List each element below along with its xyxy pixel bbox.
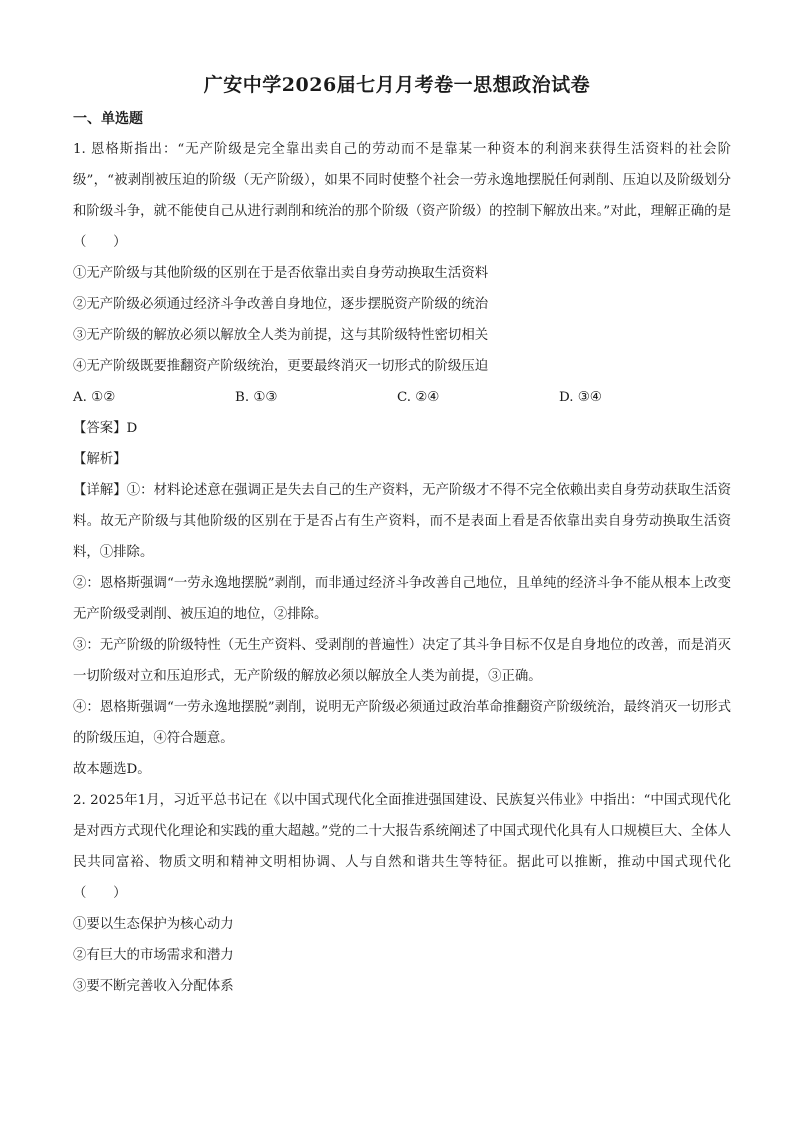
q1-analysis-1: 【详解】①：材料论述意在强调正是失去自己的生产资料，无产阶级才不得不完全依赖出卖自身劳动获取生活资料。故无产阶级与其他阶级的区别在于是否占有生产资料，而不是表面上看是否依靠出卖自身劳动换取生活资料，①排除。 — [73, 483, 731, 560]
q1-option-c: C. ②④ — [397, 390, 440, 405]
q2-item-2: ②有巨大的市场需求和潜力 — [73, 948, 234, 963]
q1-item-1: ①无产阶级与其他阶级的区别在于是否依靠出卖自身劳动换取生活资料 — [73, 266, 489, 281]
q1-analysis-2: ②：恩格斯强调“一劳永逸地摆脱”剥削，而非通过经济斗争改善自己地位，且单纯的经济斗争不能从根本上改变无产阶级受剥削、被压迫的地位，②排除。 — [73, 576, 731, 622]
q2-stem: 2. 2025年1月，习近平总书记在《以中国式现代化全面推进强国建设、民族复兴伟业》中指出：“中国式现代化是对西方式现代化理论和实践的重大超越。”党的二十大报告系统阐述了中国式现代化具有人口规模巨大、全体人民共同富裕、物质文明和精神文明相协调、人与自然和谐共生等特征。据此可以推断，推动中国式现代化（ ） — [73, 793, 731, 901]
q1-item-4: ④无产阶级既要推翻资产阶级统治，更要最终消灭一切形式的阶级压迫 — [73, 359, 489, 374]
q1-analysis-label: 【解析】 — [73, 452, 127, 467]
q2-item-1: ①要以生态保护为核心动力 — [73, 917, 234, 932]
q1-stem: 1. 恩格斯指出：“无产阶级是完全靠出卖自己的劳动而不是靠某一种资本的利润来获得生活资料的社会阶级”，“被剥削被压迫的阶级（无产阶级），如果不同时使整个社会一劳永逸地摆脱任何剥削、压迫以及阶级划分和阶级斗争，就不能使自己从进行剥削和统治的那个阶级（资产阶级）的控制下解放出来。”对此，理解正确的是（ ） — [73, 142, 731, 250]
q1-analysis-4: ④：恩格斯强调“一劳永逸地摆脱”剥削，说明无产阶级必须通过政治革命推翻资产阶级统治，最终消灭一切形式的阶级压迫，④符合题意。 — [73, 700, 731, 746]
q1-analysis-3: ③：无产阶级的阶级特性（无生产资料、受剥削的普遍性）决定了其斗争目标不仅是自身地位的改善，而是消灭一切阶级对立和压迫形式，无产阶级的解放必须以解放全人类为前提，③正确。 — [73, 638, 731, 684]
q1-conclusion: 故本题选D。 — [73, 762, 151, 777]
q1-answer: 【答案】D — [73, 421, 138, 436]
q1-options — [73, 382, 731, 413]
q1-option-b: B. ①③ — [235, 390, 278, 405]
q1-option-d: D. ③④ — [559, 390, 602, 405]
question-content — [73, 134, 731, 1002]
q1-item-2: ②无产阶级必须通过经济斗争改善自身地位，逐步摆脱资产阶级的统治 — [73, 297, 489, 312]
q2-item-3: ③要不断完善收入分配体系 — [73, 979, 234, 994]
q1-item-3: ③无产阶级的解放必须以解放全人类为前提，这与其阶级特性密切相关 — [73, 328, 489, 343]
page-title: 广安中学2026届七月月考卷一思想政治试卷 — [203, 74, 591, 96]
q1-option-a: A. ①② — [73, 390, 116, 405]
section-heading: 一、单选题 — [73, 111, 143, 127]
